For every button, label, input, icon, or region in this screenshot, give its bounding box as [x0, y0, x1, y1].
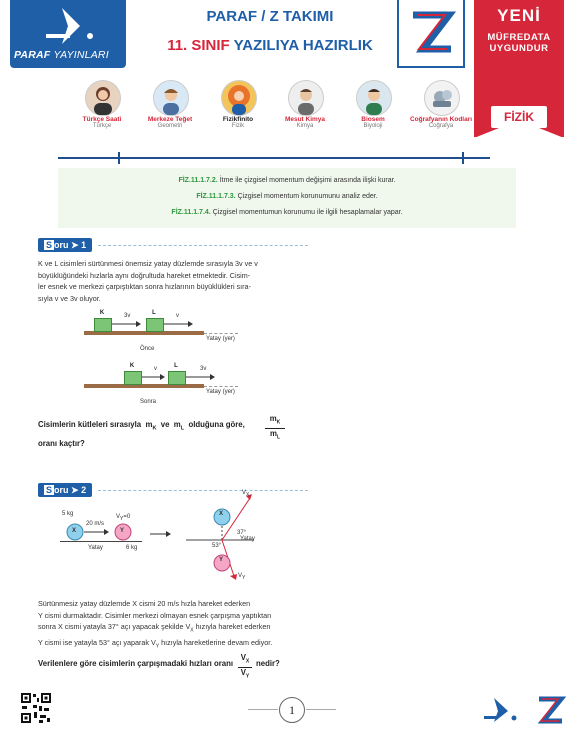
teacher-subject: Geometri [157, 123, 183, 129]
block-l-label: L [152, 310, 156, 316]
publisher-name [14, 49, 124, 61]
page-subtitle [150, 37, 390, 54]
text-segment: hızıyla hareketlerine devam ediyor. [159, 637, 273, 647]
teacher-avatar [85, 80, 121, 116]
arrow-icon [142, 373, 166, 381]
teacher-avatar [221, 80, 257, 116]
diagram-caption: Önce [140, 346, 155, 352]
ground [84, 384, 204, 388]
question-1-text [38, 258, 300, 304]
arrow-icon: ➤ [71, 485, 79, 495]
ball-y-label: Y [219, 557, 224, 563]
velocity-ratio-fraction [238, 653, 252, 681]
text-segment: sonra X cismi yatayla 37° açı yapacak şekilde V [38, 622, 191, 631]
arrow-icon [84, 528, 110, 536]
velocity-label: v [176, 313, 179, 319]
velocity-label: 3v [200, 366, 207, 372]
teacher-card [203, 80, 273, 129]
text-line [38, 621, 300, 637]
z-team-mark-icon [534, 694, 566, 726]
vy-label [238, 573, 245, 581]
arrow-icon [164, 320, 194, 328]
teacher-card [338, 80, 408, 129]
arrow-icon [186, 373, 216, 381]
objective-text: Çizgisel momentumun korunumu ile ilgili hesaplamalar yapar. [212, 209, 403, 216]
v-symbol: V [238, 573, 243, 579]
text-line: ler esnek ve merkezi çarpıştıktan sonra hızlarının büyüklükleri sıra- [38, 282, 251, 291]
v-subscript: Y [245, 673, 250, 680]
teacher-card [67, 80, 137, 129]
velocity-label: 3v [124, 313, 131, 319]
z-team-logo [397, 0, 465, 68]
objective-text: Çizgisel momentum korunumunu analiz eder. [237, 193, 378, 200]
ground-dash [204, 386, 238, 388]
text-segment: hızıyla hareket ederken [193, 622, 271, 631]
subtitle-rest: YAZILIYA HAZIRLIK [233, 37, 373, 54]
prompt-text: Cisimlerin kütleleri sırasıyla [38, 420, 142, 429]
teacher-card [406, 80, 476, 129]
angle-label: 53° [212, 543, 222, 549]
mass-ratio-fraction [265, 414, 285, 442]
objective-code: FİZ.11.1.7.4. [171, 209, 211, 216]
ball-x-label: X [72, 528, 77, 534]
ball-y-label: Y [120, 528, 125, 534]
block-l-label: L [174, 363, 178, 369]
v-symbol: V [242, 490, 247, 496]
teacher-subject: Coğrafya [428, 123, 454, 129]
publisher-rest: YAYINLARI [53, 49, 109, 61]
mass-symbol: m [145, 420, 153, 429]
question-1-tag [38, 238, 92, 252]
teacher-avatar [153, 80, 189, 116]
tag-initial: S [46, 240, 53, 250]
question-number: 1 [81, 240, 87, 250]
tag-word: oru [54, 485, 69, 495]
conjunction: ve [160, 420, 170, 429]
diagram-caption: Sonra [140, 399, 157, 405]
page-number: 1 [279, 697, 305, 723]
ribbon-title: YENİ [497, 6, 541, 25]
teacher-name: Fizikfinito [222, 116, 254, 123]
tag-initial: S [46, 485, 53, 495]
teacher-card [270, 80, 340, 129]
text-line: Y cismi durmaktadır. Cisimler merkezi olmayan esnek çarpışma yaptıktan [38, 610, 272, 620]
teacher-avatar [424, 80, 460, 116]
teacher-name: Biosem [361, 116, 385, 123]
teacher-avatar [288, 80, 324, 116]
page-title: PARAF / Z TAKIMI [206, 8, 334, 25]
block-k-label: K [99, 310, 105, 316]
mass-y-label: 6 kg [126, 545, 138, 551]
block-l [168, 371, 186, 385]
footer-rule [306, 709, 336, 710]
tag-word: oru [54, 240, 69, 250]
v-subscript: Y [155, 643, 160, 650]
objective-item [58, 209, 516, 216]
ribbon-sub2: UYGUNDUR [489, 43, 549, 54]
block-k [94, 318, 112, 332]
mass-symbol: m [269, 414, 277, 423]
text-line: sıyla v ve 3v oluyor. [38, 293, 101, 303]
ground-label: Yatay [240, 536, 255, 542]
divider-tick [462, 152, 464, 164]
grade-label: 11. SINIF [167, 37, 230, 54]
v-value: =0 [123, 514, 131, 520]
teacher-subject: Türkçe [92, 123, 112, 129]
v-subscript: Y [120, 516, 124, 523]
v-subscript: X [245, 658, 250, 665]
ball-x-label: X [219, 511, 224, 517]
ground-line [60, 541, 142, 542]
transition-arrow-icon [150, 530, 172, 538]
mass-subscript: K [152, 425, 157, 432]
teacher-card [135, 80, 205, 129]
teacher-avatar [356, 80, 392, 116]
question-2-text [38, 598, 300, 653]
objective-item [58, 193, 516, 200]
header-divider [58, 157, 490, 159]
angle-label: 37° [237, 530, 247, 536]
v-subscript: X [190, 627, 194, 634]
v-subscript: Y [242, 575, 246, 582]
objective-text: İtme ile çizgisel momentum değişimi arasında ilişki kurar. [219, 177, 396, 184]
question-2-prompt-end: nedir? [256, 659, 280, 668]
prompt-text: olduğuna göre, [188, 420, 245, 429]
v-symbol: V [116, 514, 121, 520]
v-symbol: V [240, 667, 246, 677]
mass-symbol: m [270, 428, 277, 438]
objective-code: FİZ.11.1.7.3. [196, 193, 236, 200]
block-l [146, 318, 164, 332]
divider-tick [118, 152, 120, 164]
subject-badge: FİZİK [491, 106, 547, 128]
teacher-subject: Biyoloji [363, 123, 383, 129]
mass-subscript: L [276, 434, 280, 441]
question-2-prompt: Verilenlere göre cisimlerin çarpışmadaki hızları oranı [38, 659, 234, 668]
qr-code-icon[interactable] [20, 692, 52, 724]
teacher-name: Türkçe Saati [82, 116, 122, 123]
question-1-prompt [38, 420, 245, 432]
ground-label: Yatay (yer) [206, 336, 235, 342]
publisher-brand: PARAF [14, 49, 51, 61]
ribbon-subtitle [474, 32, 564, 54]
arrow-icon [112, 320, 142, 328]
teacher-name: Coğrafyanın Kodları [409, 116, 473, 123]
publisher-mark-icon [484, 696, 518, 724]
text-segment: Y cismi ise yatayla 53° açı yaparak V [38, 637, 156, 647]
text-line: K ve L cisimleri sürtünmesi önemsiz yatay düzlemde sırasıyla 3v ve v [38, 259, 258, 268]
question-divider [98, 245, 308, 247]
question-2-tag [38, 483, 92, 497]
objective-item [58, 177, 516, 184]
text-line: büyüklüğündeki hızlarla aynı doğrultuda hareket etmektedir. Cisim- [38, 270, 251, 280]
objective-code: FİZ.11.1.7.2. [178, 177, 218, 184]
footer-rule [248, 709, 278, 710]
arrow-icon: ➤ [71, 240, 79, 250]
mass-x-label: 5 kg [62, 511, 74, 517]
vx-label [242, 490, 249, 498]
text-line: Sürtünmesiz yatay düzlemde X cismi 20 m/s hızla hareket ederken [38, 599, 251, 608]
text-line [38, 637, 300, 653]
ground-label: Yatay (yer) [206, 389, 235, 395]
mass-subscript: L [180, 425, 185, 432]
speed-label: 20 m/s [86, 521, 105, 527]
teacher-name: Merkeze Teğet [147, 116, 193, 123]
teacher-subject: Kimya [296, 123, 314, 129]
ground-dash [204, 333, 238, 335]
block-k [124, 371, 142, 385]
velocity-label: v [154, 366, 157, 372]
question-1-prompt-end: oranı kaçtır? [38, 439, 85, 448]
ribbon-sub1: MÜFREDATA [487, 32, 551, 43]
teacher-name: Mesut Kimya [284, 116, 326, 123]
vy0-label [116, 514, 130, 522]
mass-subscript: K [276, 419, 281, 426]
question-number: 2 [81, 485, 87, 495]
v-symbol: V [240, 653, 246, 662]
block-k-label: K [129, 363, 135, 369]
ground-label: Yatay [88, 545, 103, 551]
mass-symbol: m [173, 420, 181, 429]
v-subscript: X [246, 492, 250, 499]
teacher-subject: Fizik [231, 123, 245, 129]
